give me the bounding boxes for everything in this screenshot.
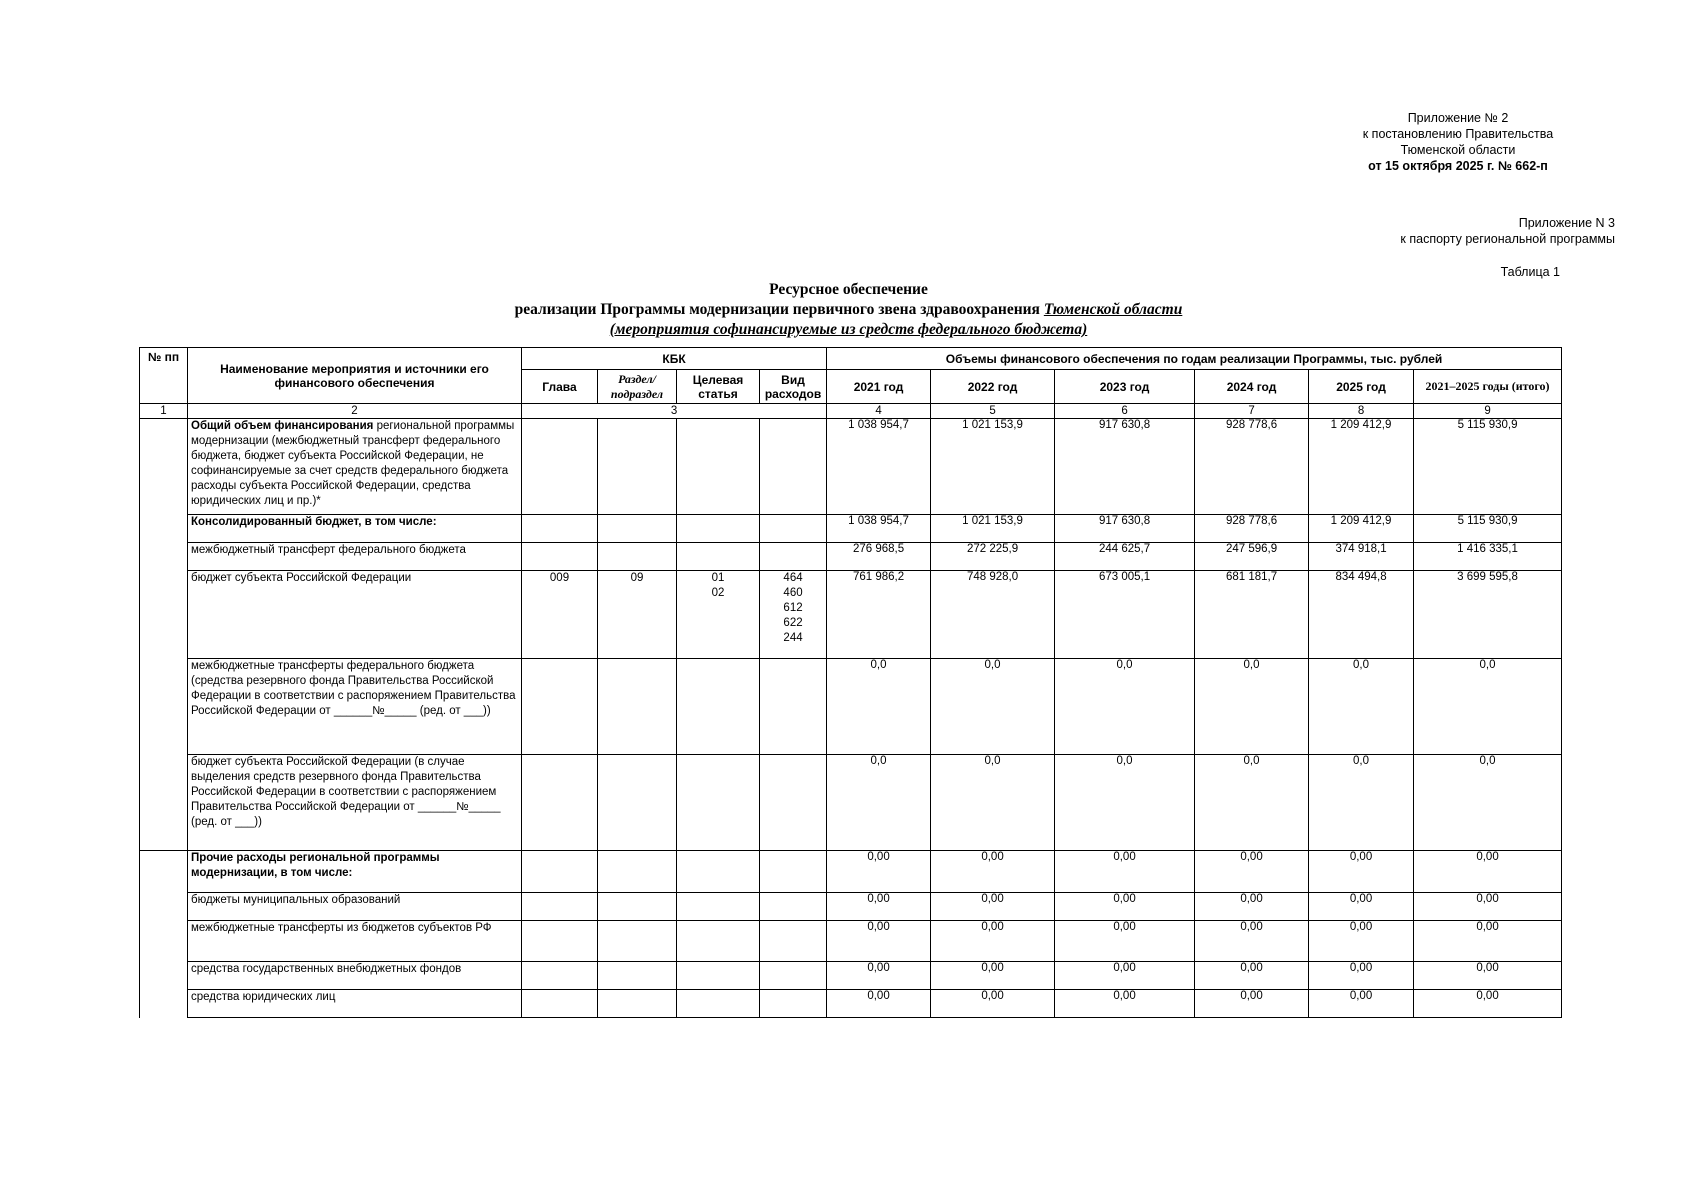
row-num-cell [140,515,188,543]
table-row [140,851,1562,893]
row-num-cell [140,893,188,921]
value-cell: 0,00 [1414,990,1562,1018]
value-cell: 0,00 [1055,893,1195,921]
value-cell: 761 986,2 [827,571,931,659]
value-cell: 1 209 412,9 [1309,515,1414,543]
colnum-7: 7 [1195,404,1309,419]
value-cell: 0,0 [1195,659,1309,755]
title-line-1: Ресурсное обеспечение [769,281,928,298]
value-cell: 0,0 [827,755,931,851]
row-name-cell [188,543,522,571]
value-cell: 0,00 [1055,921,1195,962]
table-row [140,515,1562,543]
row-num-cell [140,571,188,659]
table-row [140,921,1562,962]
annex-line-3: Тюменской области [1400,143,1516,157]
value-cell: 374 918,1 [1309,543,1414,571]
kbk-glava-cell [522,419,598,515]
kbk-razdel-cell: 09 [598,571,677,659]
head-razdel: Раздел/ подраздел [598,370,677,404]
title-line-3: (мероприятия софинансируемые из средств федерального бюджета) [609,321,1088,338]
kbk-glava-cell [522,755,598,851]
value-cell: 0,00 [1195,962,1309,990]
table-row [140,990,1562,1018]
value-cell: 0,00 [931,921,1055,962]
passport-header [1335,215,1615,247]
table-row [140,659,1562,755]
row-name-cell [188,893,522,921]
head-glava: Глава [522,370,598,404]
value-cell: 673 005,1 [1055,571,1195,659]
kbk-vid-cell [760,659,827,755]
kbk-glava-cell [522,851,598,893]
kbk-glava-cell [522,990,598,1018]
title-line-2 [0,300,1697,320]
value-cell: 0,00 [1195,921,1309,962]
colnum-5: 5 [931,404,1055,419]
row-num-cell [140,659,188,755]
value-cell: 1 021 153,9 [931,419,1055,515]
table-row [140,571,1562,659]
kbk-vid-cell [760,515,827,543]
value-cell: 0,00 [1414,921,1562,962]
value-cell: 0,00 [1195,893,1309,921]
kbk-tselevaya-cell [677,962,760,990]
kbk-tselevaya-cell [677,755,760,851]
kbk-tselevaya-cell [677,543,760,571]
kbk-tselevaya-cell: 01 02 [677,571,760,659]
value-cell: 928 778,6 [1195,515,1309,543]
head-2022: 2022 год [931,370,1055,404]
row-num-cell [140,755,188,851]
value-cell: 0,0 [1055,659,1195,755]
table-row [140,755,1562,851]
value-cell: 0,00 [1195,851,1309,893]
kbk-tselevaya-cell [677,851,760,893]
row-num-cell [140,419,188,515]
row-name-cell [188,990,522,1018]
head-total: 2021–2025 годы (итого) [1414,370,1562,404]
row-name-cell [188,419,522,515]
kbk-glava-cell: 009 [522,571,598,659]
row-name-text: средства юридических лиц [191,991,336,1003]
row-name-cell [188,659,522,755]
kbk-razdel-cell [598,851,677,893]
row-name-text: межбюджетный трансферт федерального бюджета [191,544,466,556]
table-row [140,962,1562,990]
value-cell: 0,00 [1414,962,1562,990]
value-cell: 0,00 [1414,893,1562,921]
value-cell: 0,0 [1414,659,1562,755]
head-volumes: Объемы финансового обеспечения по годам реализации Программы, тыс. рублей [827,348,1562,370]
row-num-cell [140,921,188,962]
kbk-razdel-cell [598,543,677,571]
colnum-1: 1 [140,404,188,419]
kbk-razdel-cell [598,921,677,962]
resource-table [139,347,1562,1018]
colnum-9: 9 [1414,404,1562,419]
value-cell: 0,0 [931,659,1055,755]
head-kbk: КБК [522,348,827,370]
value-cell: 834 494,8 [1309,571,1414,659]
row-name-cell [188,921,522,962]
row-name-cell [188,962,522,990]
annex-line-1: Приложение № 2 [1407,111,1509,125]
value-cell: 0,00 [827,962,931,990]
row-num-cell [140,851,188,893]
head-vid: Вид расходов [760,370,827,404]
head-tselevaya: Целевая статья [677,370,760,404]
value-cell: 0,0 [1055,755,1195,851]
passport-line-2: к паспорту региональной программы [1400,232,1615,246]
value-cell: 1 038 954,7 [827,419,931,515]
value-cell: 0,00 [1309,851,1414,893]
kbk-glava-cell [522,893,598,921]
kbk-vid-cell [760,851,827,893]
value-cell: 917 630,8 [1055,419,1195,515]
annex-line-2: к постановлению Правительства [1362,127,1554,141]
kbk-vid-cell [760,893,827,921]
colnum-4: 4 [827,404,931,419]
value-cell: 0,00 [931,851,1055,893]
value-cell: 1 038 954,7 [827,515,931,543]
value-cell: 0,00 [1309,921,1414,962]
head-2025: 2025 год [1309,370,1414,404]
row-name-text: региональной программы модернизации (межбюджетный трансферт федерального бюджета, бюджет субъекта Российской Федерации, не софинансируемые за счет средств федерального бюджета расходы субъекта Российской Федерации, средства юридических лиц и пр.)* [191,420,515,507]
value-cell: 1 209 412,9 [1309,419,1414,515]
kbk-glava-cell [522,921,598,962]
annex-line-4: от 15 октября 2025 г. № 662-п [1368,159,1548,173]
value-cell: 1 021 153,9 [931,515,1055,543]
row-num-cell [140,962,188,990]
table-label: Таблица 1 [1500,265,1560,279]
value-cell: 1 416 335,1 [1414,543,1562,571]
column-number-row [140,404,1562,419]
value-cell: 0,00 [827,893,931,921]
row-name-text: межбюджетные трансферты федерального бюджета (средства резервного фонда Правительства Российской Федерации в соответствии с распоряжением Правительства Российской Федерации от ______№_____ (ред. от ___)) [191,660,516,717]
head-num: № пп [140,348,188,404]
kbk-vid-cell [760,543,827,571]
kbk-tselevaya-cell [677,990,760,1018]
kbk-razdel-cell [598,659,677,755]
colnum-8: 8 [1309,404,1414,419]
value-cell: 276 968,5 [827,543,931,571]
colnum-6: 6 [1055,404,1195,419]
kbk-razdel-cell [598,962,677,990]
value-cell: 3 699 595,8 [1414,571,1562,659]
kbk-tselevaya-cell [677,515,760,543]
value-cell: 244 625,7 [1055,543,1195,571]
value-cell: 0,00 [827,990,931,1018]
value-cell: 0,0 [827,659,931,755]
kbk-glava-cell [522,515,598,543]
kbk-glava-cell [522,962,598,990]
row-name-text: межбюджетные трансферты из бюджетов субъектов РФ [191,922,492,934]
colnum-3: 3 [522,404,827,419]
value-cell: 0,0 [1309,755,1414,851]
row-name-bold: Общий объем финансирования [191,420,374,432]
value-cell: 0,00 [827,921,931,962]
value-cell: 5 115 930,9 [1414,419,1562,515]
row-name-text: бюджет субъекта Российской Федерации (в случае выделения средств резервного фонда Правительства Российской Федерации в соответствии с распоряжением Правительства Российской Федерации от ______№_____ (ред. от ___)) [191,756,501,828]
row-name-text: бюджет субъекта Российской Федерации [191,572,412,584]
value-cell: 272 225,9 [931,543,1055,571]
value-cell: 0,0 [1414,755,1562,851]
kbk-vid-cell: 464 460 612 622 244 [760,571,827,659]
kbk-vid-cell [760,755,827,851]
value-cell: 748 928,0 [931,571,1055,659]
colnum-2: 2 [188,404,522,419]
value-cell: 928 778,6 [1195,419,1309,515]
kbk-glava-cell [522,659,598,755]
head-2023: 2023 год [1055,370,1195,404]
value-cell: 0,00 [1414,851,1562,893]
head-name: Наименование мероприятия и источники его финансового обеспечения [188,348,522,404]
value-cell: 0,00 [1055,962,1195,990]
kbk-vid-cell [760,921,827,962]
kbk-razdel-cell [598,515,677,543]
kbk-razdel-cell [598,755,677,851]
value-cell: 0,00 [1309,990,1414,1018]
value-cell: 0,0 [1195,755,1309,851]
title-region: Тюменской области [1043,301,1183,318]
table-row [140,419,1562,515]
table-body [140,419,1562,1018]
head-2021: 2021 год [827,370,931,404]
kbk-tselevaya-cell [677,659,760,755]
kbk-vid-cell [760,419,827,515]
row-num-cell [140,990,188,1018]
kbk-razdel-cell [598,990,677,1018]
value-cell: 0,00 [931,990,1055,1018]
kbk-razdel-cell [598,419,677,515]
kbk-tselevaya-cell [677,893,760,921]
value-cell: 681 181,7 [1195,571,1309,659]
row-name-bold: Консолидированный бюджет, в том числе: [191,516,437,528]
value-cell: 0,00 [827,851,931,893]
table-row [140,543,1562,571]
row-name-cell [188,515,522,543]
head-2024: 2024 год [1195,370,1309,404]
kbk-razdel-cell [598,893,677,921]
value-cell: 0,00 [931,962,1055,990]
row-name-cell [188,851,522,893]
passport-line-1: Приложение N 3 [1518,216,1615,230]
row-name-bold: Прочие расходы региональной программы модернизации, в том числе: [191,852,440,879]
value-cell: 0,0 [1309,659,1414,755]
kbk-glava-cell [522,543,598,571]
kbk-vid-cell [760,962,827,990]
title-line-2-prefix: реализации Программы модернизации первичного звена здравоохранения [514,301,1044,318]
row-name-text: бюджеты муниципальных образований [191,894,401,906]
value-cell: 0,00 [1309,893,1414,921]
kbk-tselevaya-cell [677,921,760,962]
kbk-vid-cell [760,990,827,1018]
value-cell: 247 596,9 [1195,543,1309,571]
value-cell: 0,00 [1195,990,1309,1018]
row-name-cell [188,755,522,851]
value-cell: 5 115 930,9 [1414,515,1562,543]
value-cell: 0,00 [1055,990,1195,1018]
value-cell: 917 630,8 [1055,515,1195,543]
value-cell: 0,0 [931,755,1055,851]
value-cell: 0,00 [931,893,1055,921]
row-num-cell [140,543,188,571]
row-name-text: средства государственных внебюджетных фондов [191,963,462,975]
table-row [140,893,1562,921]
row-name-cell [188,571,522,659]
value-cell: 0,00 [1309,962,1414,990]
kbk-tselevaya-cell [677,419,760,515]
annex-header [1308,110,1608,174]
value-cell: 0,00 [1055,851,1195,893]
